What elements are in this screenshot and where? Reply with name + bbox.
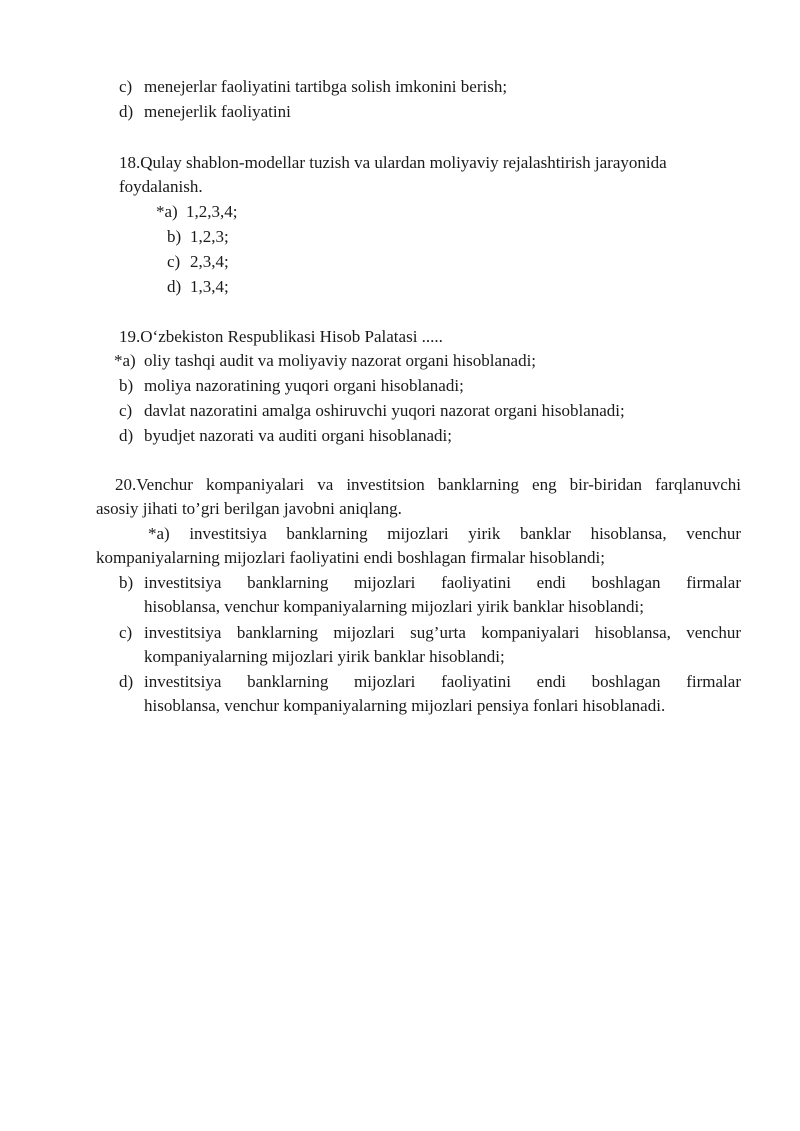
- q19-option-a-text: oliy tashqi audit va moliyaviy nazorat organi hisoblanadi;: [144, 351, 537, 370]
- q20-option-b-line1: investitsiya banklarning mijozlari faoliyatini endi boshlagan firmalar: [144, 573, 741, 592]
- q20-option-b-label: b): [119, 573, 134, 592]
- q18-option-c-text: 2,3,4;: [190, 252, 229, 271]
- q20-option-a-line1: *a) investitsiya banklarning mijozlari yirik banklar hisoblansa, venchur: [148, 524, 741, 543]
- q17-option-d-text: menejerlik faoliyatini: [144, 102, 291, 121]
- q18-question-line2: foydalanish.: [119, 177, 203, 196]
- q20-option-a-line2: kompaniyalarning mijozlari faoliyatini endi boshlagan firmalar hisoblandi;: [96, 548, 605, 567]
- q20-option-c-label: c): [119, 623, 133, 642]
- q19-option-b-text: moliya nazoratining yuqori organi hisoblanadi;: [144, 376, 464, 395]
- q19-option-c-label: c): [119, 401, 133, 420]
- q20-option-b-line2: hisoblansa, venchur kompaniyalarning mijozlari yirik banklar hisoblandi;: [144, 597, 644, 616]
- q18-option-d-text: 1,3,4;: [190, 277, 229, 296]
- q17-option-d-label: d): [119, 102, 134, 121]
- q20-option-c-line1: investitsiya banklarning mijozlari sug’urta kompaniyalari hisoblansa, venchur: [144, 623, 741, 642]
- q18-question-line1: 18.Qulay shablon-modellar tuzish va ulardan moliyaviy rejalashtirish jarayonida: [119, 153, 667, 172]
- q17-option-c-text: menejerlar faoliyatini tartibga solish imkonini berish;: [144, 77, 508, 96]
- q18-option-c-label: c): [167, 252, 181, 271]
- q20-question-line2: asosiy jihati to’gri berilgan javobni aniqlang.: [96, 499, 402, 518]
- q17-option-c-label: c): [119, 77, 133, 96]
- q19-option-d-label: d): [119, 426, 134, 445]
- q18-option-a-label: *a): [156, 202, 178, 221]
- q19-option-b-label: b): [119, 376, 134, 395]
- q19-question: 19.O‘zbekiston Respublikasi Hisob Palatasi .....: [119, 327, 443, 346]
- q20-option-d-label: d): [119, 672, 134, 691]
- q18-option-b-text: 1,2,3;: [190, 227, 229, 246]
- q20-option-c-line2: kompaniyalarning mijozlari yirik banklar hisoblandi;: [144, 647, 505, 666]
- q20-option-d-line1: investitsiya banklarning mijozlari faoliyatini endi boshlagan firmalar: [144, 672, 741, 691]
- q18-option-d-label: d): [167, 277, 182, 296]
- q20-option-d-line2: hisoblansa, venchur kompaniyalarning mijozlari pensiya fonlari hisoblanadi.: [144, 696, 666, 715]
- q19-option-c-text: davlat nazoratini amalga oshiruvchi yuqori nazorat organi hisoblanadi;: [144, 401, 625, 420]
- q18-option-a-text: 1,2,3,4;: [186, 202, 238, 221]
- q19-option-d-text: byudjet nazorati va auditi organi hisoblanadi;: [144, 426, 452, 445]
- q20-question-line1: 20.Venchur kompaniyalari va investitsion banklarning eng bir-biridan farqlanuvchi: [115, 475, 741, 494]
- q19-option-a-label: *a): [114, 351, 136, 370]
- q18-option-b-label: b): [167, 227, 182, 246]
